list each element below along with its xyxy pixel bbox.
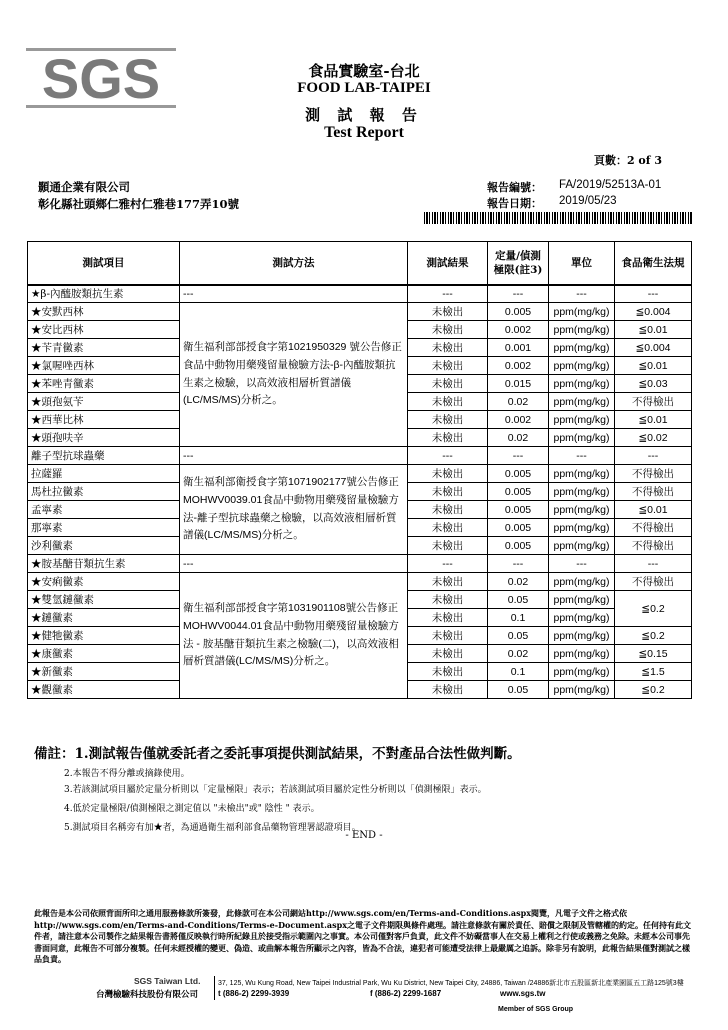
sgs-logo-text: SGS [41,48,161,108]
regulation-value: ≦0.01 [615,501,692,519]
test-result: 未檢出 [408,681,488,699]
footer-disclaimer: 此報告是本公司依照背面所印之通用服務條款所簽發，此條款可在本公司網站http://www.sgs.com/en/Terms-and-Conditions.aspx閱覽，凡電子文件之格式依http://www.sgs.com/en/Terms-and-Conditions/Terms-e-Document.aspx之電子文件期限與條件處理。請注意條款有關於責任、賠償之限制及管轄權的約定。任何持有此文件者，請注意本公司製作之結果報告書將僅反映執行時所紀錄且於接受指示範圍內之事實。本公司僅對客戶負責，此文件不妨礙當事人在交易上權利之行使或義務之免除。未經本公司事先書面同意，此報告不可部分複製。任何未經授權的變更、偽造、或曲解本報告所顯示之內容，皆為不合法，違犯者可能遭受法律上最嚴厲之追訴。除非另有說明，此報告結果僅對測試之樣品負責。 [34,908,691,964]
note-3: 3.若該測試項目屬於定量分析則以「定量極限」表示；若該測試項目屬於定性分析則以「偵測極限」表示。 [64,785,487,795]
limit-value: 0.002 [488,411,549,429]
test-item: ★苄青黴素 [28,339,180,357]
regulation-value: ≦0.01 [615,411,692,429]
unit-value: ppm(mg/kg) [549,537,615,555]
test-item: ★苯唑青黴素 [28,375,180,393]
report-date [487,195,617,211]
client-name: 顥通企業有限公司 [38,180,130,194]
test-item: 離子型抗球蟲藥 [28,447,180,465]
table-header-row [28,242,692,285]
test-item: 馬杜拉黴素 [28,483,180,501]
test-item: ★氯喔唑西林 [28,357,180,375]
footer-company-en: SGS Taiwan Ltd. [134,976,201,986]
client-address: 彰化縣社頭鄉仁雅村仁雅巷177弄10號 [38,197,240,211]
regulation-value: ≦0.004 [615,303,692,321]
test-method: --- [180,285,408,303]
regulation-value: ≦0.2 [615,591,692,627]
regulation-value: 不得檢出 [615,465,692,483]
limit-value: 0.1 [488,663,549,681]
test-method: 衛生福利部部授食字第1021950329 號公告修正食品中動物用藥殘留量檢驗方法-β-內醯胺類抗生素之檢驗，以高效液相層析質譜儀(LC/MS/MS)分析之。 [180,303,408,447]
regulation-value: ≦0.01 [615,357,692,375]
header-test-result: 測試結果 [408,242,488,285]
unit-value: ppm(mg/kg) [549,375,615,393]
unit-value: ppm(mg/kg) [549,483,615,501]
test-result: 未檢出 [408,321,488,339]
unit-value: ppm(mg/kg) [549,429,615,447]
unit-value: --- [549,285,615,303]
limit-value: 0.002 [488,357,549,375]
unit-value: --- [549,447,615,465]
test-item: ★新黴素 [28,663,180,681]
test-result: --- [408,447,488,465]
test-item: ★β-內醯胺類抗生素 [28,285,180,303]
test-result: 未檢出 [408,645,488,663]
note-2: 2.本報告不得分離或摘錄使用。 [64,769,190,779]
test-result: 未檢出 [408,609,488,627]
limit-value: 0.005 [488,483,549,501]
limit-value: 0.015 [488,375,549,393]
unit-value: ppm(mg/kg) [549,339,615,357]
header-test-method: 測試方法 [180,242,408,285]
regulation-value: ≦0.03 [615,375,692,393]
header-unit: 單位 [549,242,615,285]
limit-value: 0.02 [488,429,549,447]
limit-value: --- [488,555,549,573]
table-row [28,303,692,321]
limit-value: 0.005 [488,537,549,555]
footer-address: 37, 125, Wu Kung Road, New Taipei Industrial Park, Wu Ku District, New Taipei City, 24886, Taiwan /24886新北市五股區新北產業園區五工路125號3樓 [218,980,684,987]
unit-value: ppm(mg/kg) [549,681,615,699]
test-result: 未檢出 [408,429,488,447]
test-item: ★康黴素 [28,645,180,663]
unit-value: ppm(mg/kg) [549,663,615,681]
test-result: 未檢出 [408,339,488,357]
results-table [27,241,692,699]
table-row [28,573,692,591]
report-number-label: 報告編號： [487,181,542,194]
unit-value: ppm(mg/kg) [549,573,615,591]
regulation-value: ≦0.02 [615,429,692,447]
note-4: 4.低於定量極限/偵測極限之測定值以 "未檢出"或" 陰性 " 表示。 [64,804,320,814]
lab-name-en: FOOD LAB-TAIPEI [297,80,431,96]
footer-web: www.sgs.tw [500,989,546,998]
test-item: ★安比西林 [28,321,180,339]
test-result: 未檢出 [408,501,488,519]
test-item: ★安痢黴素 [28,573,180,591]
table-row [28,465,692,483]
unit-value: ppm(mg/kg) [549,303,615,321]
limit-value: 0.02 [488,393,549,411]
notes [34,744,521,838]
footer-company-cn: 台灣檢驗科技股份有限公司 [96,989,199,999]
regulation-value: 不得檢出 [615,573,692,591]
member-of-sgs: Member of SGS Group [498,1006,574,1013]
note-5: 5.測試項目名稱旁有加★者，為通過衛生福利部食品藥物管理署認證項目。 [64,823,361,833]
header-test-item: 測試項目 [28,242,180,285]
test-result: 未檢出 [408,483,488,501]
test-result: 未檢出 [408,519,488,537]
report-title-cn: 測 試 報 告 [305,106,423,124]
unit-value: ppm(mg/kg) [549,465,615,483]
regulation-value: ≦0.01 [615,321,692,339]
group-row [28,285,692,303]
regulation-value: ≦0.15 [615,645,692,663]
test-result: 未檢出 [408,573,488,591]
limit-value: 0.02 [488,573,549,591]
regulation-value: ≦0.2 [615,627,692,645]
regulation-value: 不得檢出 [615,483,692,501]
test-result: 未檢出 [408,411,488,429]
test-item: ★健牠黴素 [28,627,180,645]
limit-value: 0.1 [488,609,549,627]
test-result: 未檢出 [408,627,488,645]
footer-fax: f (886-2) 2299-1687 [370,989,442,998]
limit-value: --- [488,285,549,303]
test-method: --- [180,555,408,573]
regulation-value: 不得檢出 [615,537,692,555]
report-date-value: 2019/05/23 [559,195,617,207]
test-item: ★頭孢氨苄 [28,393,180,411]
test-item: ★觀黴素 [28,681,180,699]
test-item: ★胺基醣苷類抗生素 [28,555,180,573]
report-number-value: FA/2019/52513A-01 [559,179,662,191]
unit-value: ppm(mg/kg) [549,411,615,429]
limit-value: --- [488,447,549,465]
test-method: 衛生福利部部授食字第1031901108號公告修正MOHWV0044.01食品中動物用藥殘留量檢驗方法 - 胺基醣苷類抗生素之檢驗(二)，以高效液相層析質譜儀(LC/MS/MS)分析之。 [180,573,408,699]
unit-value: ppm(mg/kg) [549,321,615,339]
limit-value: 0.005 [488,501,549,519]
limit-value: 0.005 [488,519,549,537]
unit-value: ppm(mg/kg) [549,609,615,627]
regulation-value: --- [615,555,692,573]
test-result: 未檢出 [408,375,488,393]
footer-bar [34,976,694,1000]
unit-value: ppm(mg/kg) [549,357,615,375]
limit-value: 0.05 [488,681,549,699]
test-result: 未檢出 [408,393,488,411]
test-result: 未檢出 [408,663,488,681]
page-number: 頁數：2 of 3 [593,154,662,167]
test-item: 拉薩羅 [28,465,180,483]
test-result: --- [408,555,488,573]
footer-tel: t (886-2) 2299-3939 [218,989,290,998]
header-regulation: 食品衛生法規 [615,242,692,285]
test-result: 未檢出 [408,465,488,483]
limit-value: 0.05 [488,591,549,609]
footer-divider [214,976,215,1000]
report-date-label: 報告日期： [487,197,542,210]
unit-value: ppm(mg/kg) [549,519,615,537]
table-body [28,285,692,699]
regulation-value: --- [615,285,692,303]
test-result: 未檢出 [408,591,488,609]
limit-value: 0.005 [488,303,549,321]
test-result: 未檢出 [408,537,488,555]
test-method: --- [180,447,408,465]
limit-value: 0.005 [488,465,549,483]
limit-value: 0.001 [488,339,549,357]
lab-name-cn: 食品實驗室-台北 [308,62,420,80]
report-title-en: Test Report [324,124,404,141]
regulation-value: 不得檢出 [615,393,692,411]
regulation-value: ≦1.5 [615,663,692,681]
limit-value: 0.002 [488,321,549,339]
regulation-value: 不得檢出 [615,519,692,537]
regulation-value: ≦0.004 [615,339,692,357]
group-row [28,555,692,573]
note-1: 備註：1.測試報告僅就委託者之委託事項提供測試結果，不對產品合法性做判斷。 [34,746,521,762]
unit-value: --- [549,555,615,573]
regulation-value: --- [615,447,692,465]
regulation-value: ≦0.2 [615,681,692,699]
test-item: ★頭孢呋辛 [28,429,180,447]
test-method: 衛生福利部衛授食字第1071902177號公告修正MOHWV0039.01食品中動物用藥殘留量檢驗方法-離子型抗球蟲藥之檢驗，以高效液相層析質譜儀(LC/MS/MS)分析之。 [180,465,408,555]
test-item: ★鏈黴素 [28,609,180,627]
test-result: 未檢出 [408,357,488,375]
test-item: 孟寧素 [28,501,180,519]
test-item: ★西華比林 [28,411,180,429]
barcode [424,212,692,224]
test-item: 那寧素 [28,519,180,537]
unit-value: ppm(mg/kg) [549,591,615,609]
test-item: ★安默西林 [28,303,180,321]
end-marker: - END - [345,830,383,841]
unit-value: ppm(mg/kg) [549,501,615,519]
limit-value: 0.05 [488,627,549,645]
unit-value: ppm(mg/kg) [549,393,615,411]
group-row [28,447,692,465]
test-item: ★雙氫鏈黴素 [28,591,180,609]
test-item: 沙利黴素 [28,537,180,555]
report-number [487,179,662,195]
unit-value: ppm(mg/kg) [549,645,615,663]
header-limit: 定量/偵測極限(註3) [488,242,549,285]
test-result: --- [408,285,488,303]
unit-value: ppm(mg/kg) [549,627,615,645]
limit-value: 0.02 [488,645,549,663]
test-result: 未檢出 [408,303,488,321]
